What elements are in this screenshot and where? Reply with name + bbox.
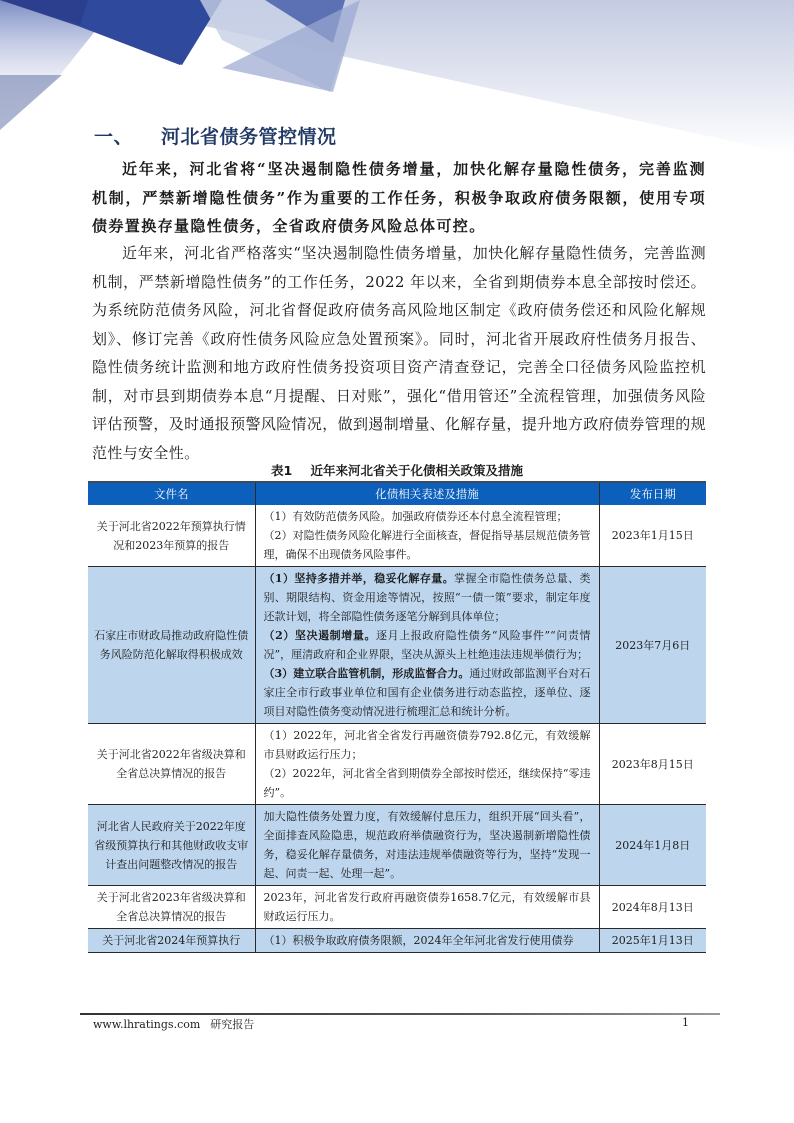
table-row [88,724,706,805]
footer-website[interactable]: www.lhratings.com [93,1018,201,1031]
section-number: 一、 [94,126,134,148]
table-body [88,505,706,953]
policy-table [88,481,706,953]
measure-item [264,931,591,950]
cell-document: 关于河北省2023年省级决算和全省总决算情况的报告 [88,886,255,929]
table-header-row [88,482,706,505]
measure-text: （1）有效防范债务风险。加强政府债券还本付息全流程管理； [263,510,568,523]
summary-paragraph: 近年来，河北省将“坚决遏制隐性债务增量，加快化解存量隐性债务，完善监测机制，严禁新增隐性债务”作为重要的工作任务，积极争取政府债务限额，使用专项债券置换存量隐性债务，全省政府债务风险总体可控。 [92,160,706,235]
measure-text: （1）2022年，河北省全省发行再融资债券792.8亿元，有效缓解市县财政运行压力； [263,729,591,761]
cell-document: 关于河北省2022年预算执行情况和2023年预算的报告 [88,505,255,567]
section-title: 河北省债务管控情况 [161,126,337,148]
page-number: 1 [682,1016,689,1029]
cell-date: 2024年1月8日 [599,805,706,886]
measure-item [264,569,591,626]
cell-date: 2023年1月15日 [599,505,706,567]
cell-measures [255,929,599,953]
header-document: 文件名 [88,482,255,505]
table-row [88,805,706,886]
table-caption-title: 近年来河北省关于化债相关政策及措施 [310,463,524,478]
measure-text: 通过财政部监测平台对石家庄全市行政事业单位和国有企业债务进行动态监控，逐单位、逐项目对隐性债务变动情况进行梳理汇总和统计分析。 [263,667,591,718]
measure-heading: （3）建立联合监管机制，形成监督合力。 [263,667,470,680]
cell-measures [255,724,599,805]
measure-item [264,726,591,764]
cell-measures [255,505,599,567]
measure-heading: （1）坚持多措并举，稳妥化解存量。 [263,572,455,585]
table-caption [0,461,794,479]
cell-document: 石家庄市财政局推动政府隐性债务风险防范化解取得积极成效 [88,567,255,724]
cell-date: 2025年1月13日 [599,929,706,953]
measure-item [264,626,591,664]
measure-item [264,764,591,802]
banner-left-band [0,75,62,130]
measure-text: 加大隐性债务处置力度，有效缓解付息压力，组织开展“回头看”，全面排查风险隐患，规范政府举债融资行为，坚决遏制新增隐性债务，稳妥化解存量债务，对违法违规举债融资等行为，坚持“发现一起、问责一起、处理一起”。 [263,810,591,880]
table-row [88,929,706,953]
table-caption-number: 表1 [270,463,293,478]
header-date: 发布日期 [599,482,706,505]
table-row [88,567,706,724]
header-measures: 化债相关表述及措施 [255,482,599,505]
measure-text: （2）对隐性债务风险化解进行全面核查，督促指导基层规范债务管理，确保不出现债务风险事件。 [263,529,591,561]
measure-text: 逐月上报政府隐性债务“风险事件”“问责情况”，厘清政府和企业界限，坚决从源头上杜绝违法违规举债行为； [263,629,591,661]
measure-text: 2023年，河北省发行政府再融资债券1658.7亿元，有效缓解市县财政运行压力。 [263,891,591,923]
cell-document: 关于河北省2022年省级决算和全省总决算情况的报告 [88,724,255,805]
section-heading [94,122,337,149]
footer-divider [80,1013,720,1015]
footer-label: 研究报告 [210,1018,255,1031]
cell-document: 关于河北省2024年预算执行 [88,929,255,953]
footer-left [93,1016,254,1032]
table-row [88,505,706,567]
measure-text: （1）积极争取政府债务限额，2024年全年河北省发行使用债券 [263,934,574,947]
measure-item [264,526,591,564]
measure-item [264,807,591,883]
cell-measures [255,805,599,886]
table-row [88,886,706,929]
cell-date: 2023年7月6日 [599,567,706,724]
measure-text: （2）2022年，河北省全省到期债券全部按时偿还，继续保持“零违约”。 [263,767,591,799]
cell-document: 河北省人民政府关于2022年度省级预算执行和其他财政收支审计查出问题整改情况的报告 [88,805,255,886]
cell-measures [255,567,599,724]
measure-item [264,507,591,526]
cell-date: 2023年8月15日 [599,724,706,805]
measure-text: 掌握全市隐性债务总量、类别、期限结构、资金用途等情况，按照“一债一策”要求，制定年度还款计划，将全部隐性债务逐笔分解到具体单位； [263,572,591,623]
cell-date: 2024年8月13日 [599,886,706,929]
banner-main-blue [80,0,222,65]
detail-paragraph: 近年来，河北省严格落实“坚决遏制隐性债务增量，加快化解存量隐性债务，完善监测机制，严禁新增隐性债务”的工作任务，2022 年以来，全省到期债券本息全部按时偿还。为系统防范债务风险，河北省督促政府债务高风险地区制定《政府债务偿还和风险化解规划》、修订完善《政府性债务风险应急处置预案》。同时，河北省开展政府性债务月报告、隐性债务统计监测和地方政府性债务投资项目资产清查登记，完善全口径债务风险监控机制，对市县到期债券本息“月提醒、日对账”，强化“借用管还”全流程管理，加强债务风险评估预警，及时通报预警风险情况，做到遏制增量、化解存量，提升地方政府债券管理的规范性与安全性。 [92,244,707,462]
cell-measures [255,886,599,929]
measure-heading: （2）坚决遏制增量。 [263,629,377,642]
measure-item [264,888,591,926]
measure-item [264,664,591,721]
